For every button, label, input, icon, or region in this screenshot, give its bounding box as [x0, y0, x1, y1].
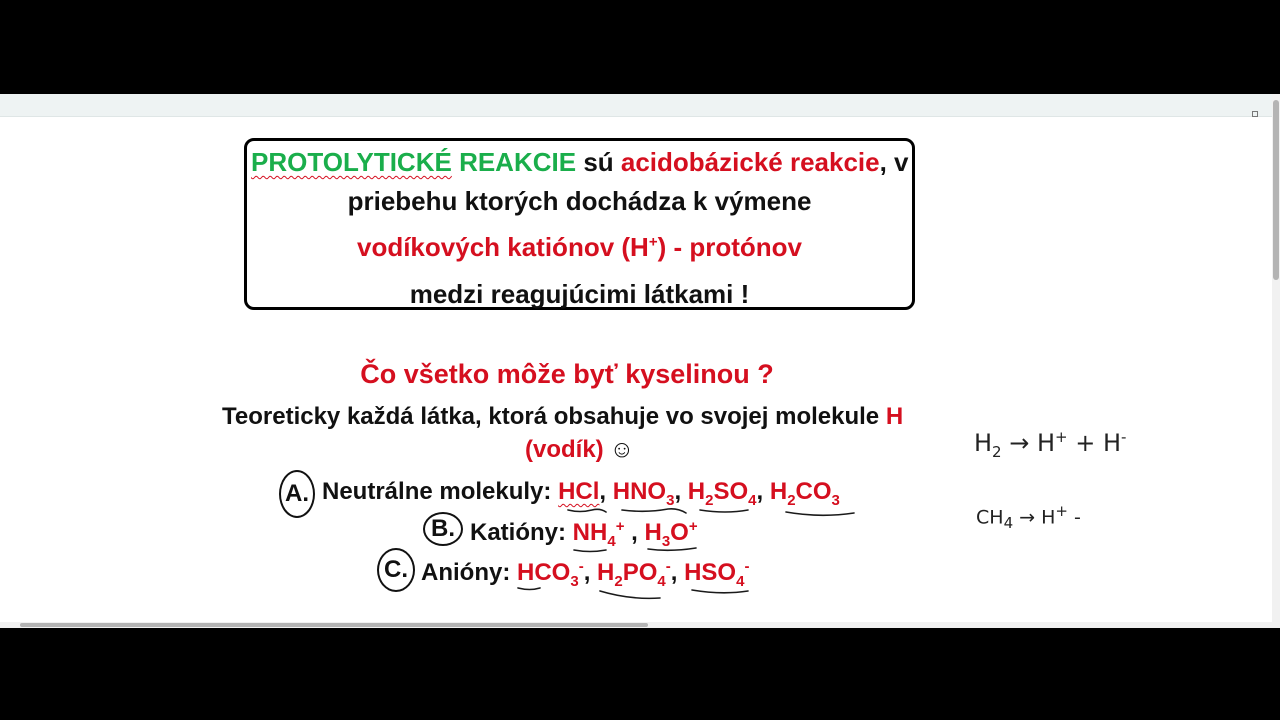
text-comma-v: , v [879, 147, 909, 177]
question-heading: Čo všetko môže byť kyselinou ? [360, 359, 774, 389]
theory-line-2 [525, 436, 634, 464]
formula-hco3: $HCO_3^-$ [517, 558, 584, 590]
definition-line-3-sup: + [648, 233, 658, 251]
vertical-scrollbar-thumb[interactable] [1273, 100, 1279, 280]
document-canvas [0, 94, 1280, 628]
marker-a: A. [279, 470, 315, 518]
arrow-icon: → [1019, 506, 1036, 529]
ink-underline-h2po4 [600, 591, 660, 598]
label-neutral: Neutrálne molekuly: [322, 478, 552, 505]
handwritten-ch4-dissociation: $CH_4 \to H^+$ - [976, 502, 1081, 533]
definition-line-1 [247, 147, 912, 178]
definition-line-3-b: ) - protónov [657, 232, 803, 262]
smiley-icon: ☺ [609, 436, 635, 463]
term-reakcie: REAKCIE [459, 147, 577, 177]
term-protolyticke: PROTOLYTICKÉ [251, 147, 452, 177]
list-item-anions: Anióny: $HCO_3^-$, $H_2PO_4^-$, $HSO_4^-$ [421, 558, 750, 590]
ink-underline-hcl [568, 509, 606, 512]
video-letterbox-top [0, 0, 1280, 94]
formula-hcl: HCl [558, 478, 600, 505]
formula-nh4: $NH_4^+$ [572, 518, 625, 550]
ink-underline-h2co3 [786, 512, 854, 515]
formula-hno3: $HNO_3$ [612, 478, 675, 509]
label-anions: Anióny: [421, 559, 511, 586]
definition-line-4: medzi reagujúcimi látkami ! [409, 279, 750, 309]
definition-line-3 [247, 232, 912, 263]
formula-h2so4: $H_2SO_4$ [687, 478, 757, 509]
formula-hso4: $HSO_4^-$ [684, 558, 750, 590]
definition-box [244, 138, 915, 310]
arrow-icon: → [1009, 429, 1030, 457]
definition-line-2: priebehu ktorých dochádza k výmene [347, 186, 812, 216]
ink-underline-nh4 [574, 550, 606, 552]
marker-c: C. [377, 548, 415, 592]
page-top-strip [0, 94, 1280, 117]
theory-vodik: (vodík) [525, 436, 604, 463]
formula-h2co3: $H_2CO_3$ [769, 478, 840, 509]
text-su: sú [583, 147, 614, 177]
formula-h2po4: $H_2PO_4^-$ [597, 558, 671, 590]
handwritten-h2-dissociation: $H_2 \to H^+ + H^-$ [974, 428, 1127, 461]
theory-line-1 [222, 403, 903, 431]
ink-underline-hno3 [622, 509, 686, 513]
definition-line-3-a: vodíkových katiónov (H [356, 232, 649, 262]
marker-b: B. [423, 512, 463, 546]
window-control-icon[interactable] [1252, 111, 1258, 117]
label-cations: Katióny: [470, 519, 566, 546]
video-letterbox-bottom [0, 628, 1280, 720]
theory-text: Teoreticky každá látka, ktorá obsahuje vo svojej molekule [222, 403, 880, 430]
term-acidobazicke: acidobázické reakcie [620, 147, 880, 177]
list-item-cations: Katióny: $NH_4^+$ , $H_3O^+$ [470, 518, 698, 550]
list-item-neutral-molecules: Neutrálne molekuly: HCl, $HNO_3$, $H_2SO_4$, $H_2CO_3$ [322, 478, 840, 509]
formula-h3o: $H_3O^+$ [644, 518, 698, 550]
theory-h: H [885, 403, 904, 430]
vertical-scrollbar[interactable] [1272, 94, 1280, 628]
ink-underline-h2so4 [700, 510, 748, 512]
horizontal-scrollbar-thumb[interactable] [20, 623, 648, 627]
ink-underline-hso4 [692, 590, 748, 593]
